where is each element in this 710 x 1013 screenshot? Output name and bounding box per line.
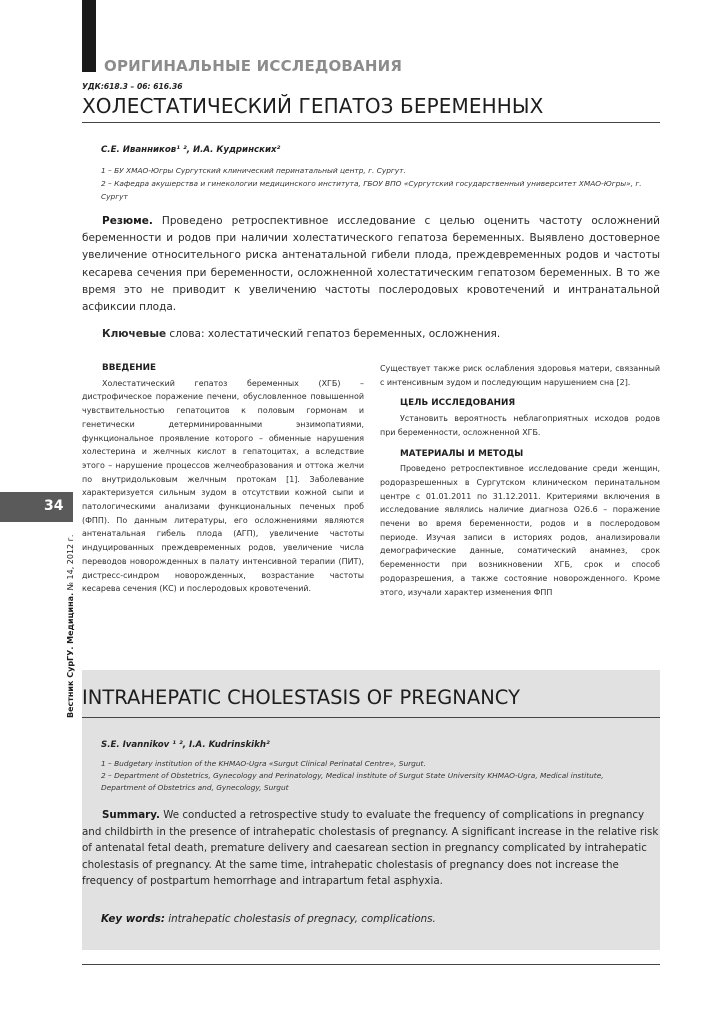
- journal-issue: № 14, 2012 г.: [66, 534, 75, 593]
- journal-running-title: [66, 535, 75, 718]
- title-en-divider: [82, 717, 660, 718]
- abstract-ru: [82, 213, 660, 316]
- article-title-en: INTRAHEPATIC CHOLESTASIS OF PREGNANCY: [82, 686, 520, 709]
- affiliation-ru-2: 2 – Кафедра акушерства и гинекологии медицинского института, ГБОУ ВПО «Сургутский государственный университет ХМАО-Югры», г. Сургут: [101, 179, 642, 201]
- title-divider: [82, 122, 660, 123]
- abstract-ru-label: Резюме.: [102, 215, 153, 227]
- keywords-en: [101, 913, 436, 925]
- methods-paragraph: Проведено ретроспективное исследование среди женщин, родоразрешенных в Сургутском клиническом перинатальном центре с 01.01.2011 по 31.12.2011. Критериями включения в исследование являлись наличие диагноза О26.6 – поражение печени во время беременности, родов и в послеродовом периоде. Изучая записи в историях родов, анализировали демографические данные, соматический анамнез, срок беременности при возникновении ХГБ, срок и способ родоразрешения, а также состояние новорожденного. Кроме этого, изучали характер изменения ФПП: [380, 464, 660, 597]
- section-label: ОРИГИНАЛЬНЫЕ ИССЛЕДОВАНИЯ: [104, 57, 403, 75]
- authors-ru: С.Е. Иванников¹ ², И.А. Кудринских²: [101, 145, 281, 155]
- authors-en: S.E. Ivannikov ¹ ², I.A. Kudrinskikh²: [101, 740, 270, 750]
- keywords-en-label: Key words:: [101, 913, 165, 925]
- aim-heading: ЦЕЛЬ ИССЛЕДОВАНИЯ: [400, 398, 516, 409]
- affiliation-en-1: 1 – Budgetary institution of the KHMAO-Ugra «Surgut Clinical Perinatal Centre», Surgut.: [101, 759, 426, 768]
- bottom-divider: [82, 964, 660, 965]
- udk-code: УДК:618.3 – 06: 616.36: [82, 82, 183, 91]
- article-title-ru: ХОЛЕСТАТИЧЕСКИЙ ГЕПАТОЗ БЕРЕМЕННЫХ: [82, 94, 544, 118]
- page-number: 34: [44, 498, 64, 514]
- methods-heading: МАТЕРИАЛЫ И МЕТОДЫ: [400, 448, 524, 459]
- body-column-left: [82, 362, 364, 596]
- keywords-ru-text: слова: холестатический гепатоз беременных, осложнения.: [166, 328, 501, 340]
- header-accent-bar: [82, 0, 96, 72]
- journal-name: Вестник СурГУ. Медицина.: [66, 592, 75, 718]
- body-column-right: [380, 362, 660, 599]
- intro-continuation: Существует также риск ослабления здоровья матери, связанный с интенсивным зудом и последующим нарушением сна [2].: [380, 364, 660, 387]
- aim-paragraph: Установить вероятность неблагоприятных исходов родов при беременности, осложненной ХГБ.: [380, 414, 660, 437]
- abstract-en: [82, 807, 660, 890]
- keywords-ru-label: Ключевые: [102, 328, 167, 340]
- abstract-en-text: We conducted a retrospective study to evaluate the frequency of complications in pregnancy and childbirth in the presence of intrahepatic cholestasis of pregnancy. A significant increase in the relative risk of antenatal fetal death, premature delivery and caesarean section in pregnancy complicated by intrahepatic cholestasis of pregnancy. At the same time, intrahepatic cholestasis of pregnancy does not increase the frequency of postpartum hemorrhage and intrapartum fetal asphyxia.: [82, 809, 659, 888]
- keywords-ru: [82, 326, 660, 343]
- abstract-ru-text: Проведено ретроспективное исследование с целью оценить частоту осложнений беременности и родов при наличии холестатического гепатоза беременных. Выявлено достоверное увеличение относительного риска антенатальной гибели плода, преждевременных родов и частоты кесарева сечения при беременности, осложненной холестатическим гепатозом беременных. В то же время это не приводит к увеличению частоты послеродовых кровотечений и интранатальной асфиксии плода.: [82, 215, 660, 314]
- intro-paragraph: Холестатический гепатоз беременных (ХГБ) – дистрофическое поражение печени, обусловленное повышенной чувствительностью гепатоцитов к половым гормонам и генетически детерминированными энзимопатиями, функциональное проявление которого – обменные нарушения холестерина и желчных кислот в гепатоцитах, а вследствие этого – нарушение процессов желчеобразования и оттока желчи по внутридольковым желчным протокам [1]. Заболевание характеризуется сильным зудом в отсутствии кожной сыпи и патологическими анализами функциональных печеных проб (ФПП). По данным литературы, его осложнениями являются антенатальная гибель плода (АГП), увеличение частоты индуцированных преждевременных родов, увеличение числа переводов новорожденных в палату интенсивной терапии (ПИТ), дистресс-синдром новорожденных, возрастание частоты кесарева сечения (КС) и послеродовых кровотечений.: [82, 378, 364, 594]
- affiliation-en-2: 2 – Department of Obstetrics, Gynecology and Perinatology, Medical institute of Surgut State University KHMAO-Ugra, Medical institute, Department of Obstetrics and, Gynecology, Surgut: [101, 771, 604, 792]
- abstract-en-label: Summary.: [102, 809, 160, 821]
- intro-heading: ВВЕДЕНИЕ: [102, 363, 156, 373]
- affiliation-ru-1: 1 – БУ ХМАО-Югры Сургутский клинический перинатальный центр, г. Сургут.: [101, 166, 406, 175]
- keywords-en-text: intrahepatic cholestasis of pregnacy, complications.: [164, 913, 436, 925]
